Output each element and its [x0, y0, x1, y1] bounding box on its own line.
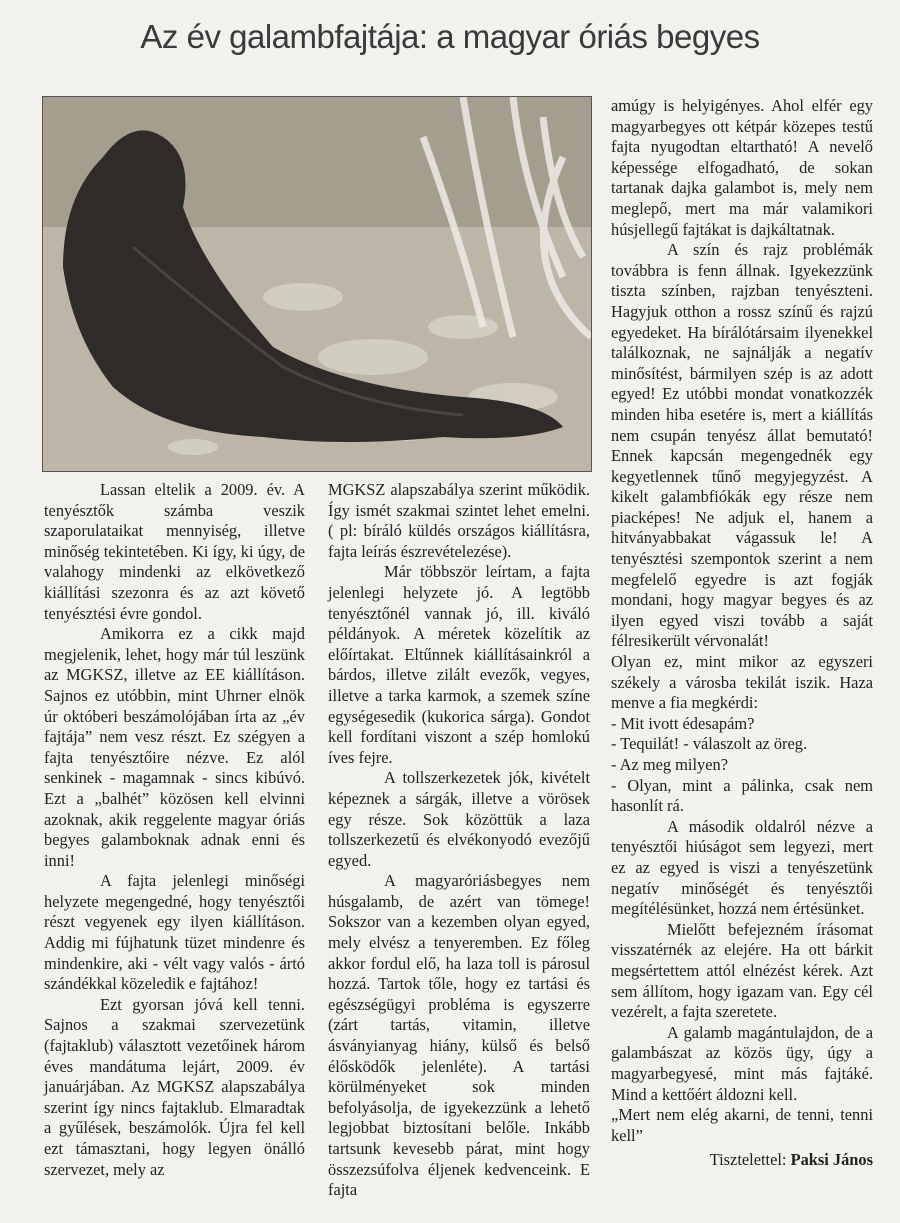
paragraph: Lassan eltelik a 2009. év. A tenyésztők számba veszik szaporulataikat mennyiség, illetve minőség tekintetében. Ki így, ki úgy, de valahogy mindenki az elkövetkező kiállítási szezonra és az azt követő tenyésztési évre gondol.	[44, 480, 305, 623]
paragraph: A galamb magántulajdon, de a galambászat az közös ügy, úgy a magyarbegyesé, mint más fajtáké. Mind a kettőért áldozni kell.	[611, 1022, 873, 1104]
paragraph: Olyan ez, mint mikor az egyszeri székely a városba tekilát iszik. Haza menve a fia megkérdi:	[611, 652, 873, 713]
paragraph: A szín és rajz problémák továbbra is fenn állnak. Igyekezzünk tiszta színben, rajzban tenyészteni. Hagyjuk otthon a rossz színű és rajzú egyedeket. Ha bírálótársaim ilyenekkel találkoznak, ne sajnálják a negatív minősítést, bármilyen szép is az adott egyed! Ez utóbbi mondat vonatkozzék minden hiba esetére is, mert a kiállítás nem csupán tenyész állat bemutató! Ennek kapcsán megengednék egy kegyetlennek tűnő megyjegyzést. A kikelt galambfiókák egy része nem piacképes! Ne adjuk el, hanem a hitványabbakat vágassuk le! A tenyésztési szempontok szerint a nem megfelelő egyedre is azt fogják mondani, hogy magyar begyes és az ilyen egyed viszi tovább a saját félresikerült vérvonalát!	[611, 240, 873, 651]
paragraph: A második oldalról nézve a tenyésztői hiúságot sem legyezi, mert ez az egyed is viszi a tenyészetünk negatív minőségét és tenyésztői megítélésünket, hozzá nem értésünket.	[611, 816, 873, 919]
text-column-3	[611, 96, 873, 1171]
text-column-1	[44, 480, 305, 1180]
paragraph: A tollszerkezetek jók, kivételt képeznek a sárgák, illetve a vörösek egy része. Sok közöttük a laza tollszerkezetű és elvékonyodó evezőjű egyed.	[328, 768, 590, 870]
article-title: Az év galambfajtája: a magyar óriás begyes	[140, 18, 760, 55]
pigeon-photo-drawing	[43, 97, 591, 471]
pigeon-photo	[42, 96, 592, 472]
signature-greeting: Tisztelettel:	[709, 1150, 791, 1170]
dialogue-line: - Tequilát! - válaszolt az öreg.	[611, 734, 808, 754]
quote: „Mert nem elég akarni, de tenni, tenni kell”	[611, 1105, 873, 1145]
dialogue-line: - Mit ivott édesapám?	[611, 713, 755, 733]
paragraph: Mielőtt befejezném írásomat visszatérnék az elejére. Ha ott bárkit megsértettem attól elnézést kérek. Azt sem állítom, hogy igazam van. Egy cél vezérelt, a fajta szeretete.	[611, 919, 873, 1022]
dialogue-line: - Olyan, mint a pálinka, csak nem hasonlít rá.	[611, 775, 873, 816]
dialogue-line: - Az meg milyen?	[611, 755, 728, 774]
paragraph: A magyaróriásbegyes nem húsgalamb, de azért van tömege! Sokszor van a kezemben olyan egyed, mely elvész a tenyeremben. Ez főleg akkor fordul elő, ha laza toll is párosul hozzá. Tartok tőle, hogy ez tartási és egészségügyi probléma is egyszerre (zárt tartás, vitamin, illetve ásványianyag hiány, külső és belső élősködők jelenléte). A tartási körülményeket sok minden befolyásolja, de igyekezzünk a lehető legjobbat biztosítani belőle. Inkább tartsunk kevesebb párat, mint hogy összezsúfolva éljenek kedvenceink. E fajta	[328, 871, 590, 1200]
paragraph: Amikorra ez a cikk majd megjelenik, lehet, hogy már túl leszünk az MGKSZ, illetve az EE kiállításon. Sajnos ez utóbbin, mint Uhrner elnök úr októberi beszámolójában írta az „év fajtája” nem vesz részt. Ez szégyen a fajta tenyésztőire nézve. Ez alól senkinek - magamnak - sincs kibúvó. Ezt a „balhét” közösen kell elvinni azoknak, akik reggelente magyar óriás begyes galamboknak adnak enni és inni!	[44, 624, 305, 870]
paragraph: Már többször leírtam, a fajta jelenlegi helyzete jó. A legtöbb tenyésztőnél vannak jó, ill. kiváló példányok. A méretek közelítik az előírtakat. Eltűnnek kiállításainkról a bárdos, illetve zilált evezők, vegyes, illetve a tarka karmok, a szemek színe egységesedik (kukorica sárga). Gondot kell fordítani viszont a szép homlokú íves fejre.	[328, 562, 590, 767]
signature	[611, 1150, 873, 1171]
signature-name: Paksi János	[790, 1150, 873, 1170]
paragraph: amúgy is helyigényes. Ahol elfér egy magyarbegyes ott kétpár közepes testű fajta nyugodtan eltartható! A nevelő képessége elfogadható, de sokan tartanak dajka galambot is, mely nem meglepő, mert ma már valamikori húsjellegű fajtákat is dajkáltatnak.	[611, 96, 873, 239]
text-column-2	[328, 480, 590, 1201]
paragraph: A fajta jelenlegi minőségi helyzete megengedné, hogy tenyésztői részt vegyenek egy ilyen kiállításon. Addig mi fújhatunk tüzet mindenre és mindenkire, aki - vélt vagy valós - ártó szándékkal közeledik e fajtához!	[44, 871, 305, 994]
paragraph: MGKSZ alapszabálya szerint működik. Így ismét szakmai szintet lehet emelni. ( pl: bíráló küldés országos kiállításra, fajta leírás észrevételezése).	[328, 480, 590, 561]
paragraph: Ezt gyorsan jóvá kell tenni. Sajnos a szakmai szervezetünk (fajtaklub) választott vezetőinek három éves mandátuma lejárt, 2009. év januárjában. Az MGKSZ alapszabálya szerint így nincs fajtaklub. Elmaradtak a gyűlések, beszámolók. Újra fel kell ezt támasztani, hogy legyen önálló szervezet, mely az	[44, 994, 305, 1179]
